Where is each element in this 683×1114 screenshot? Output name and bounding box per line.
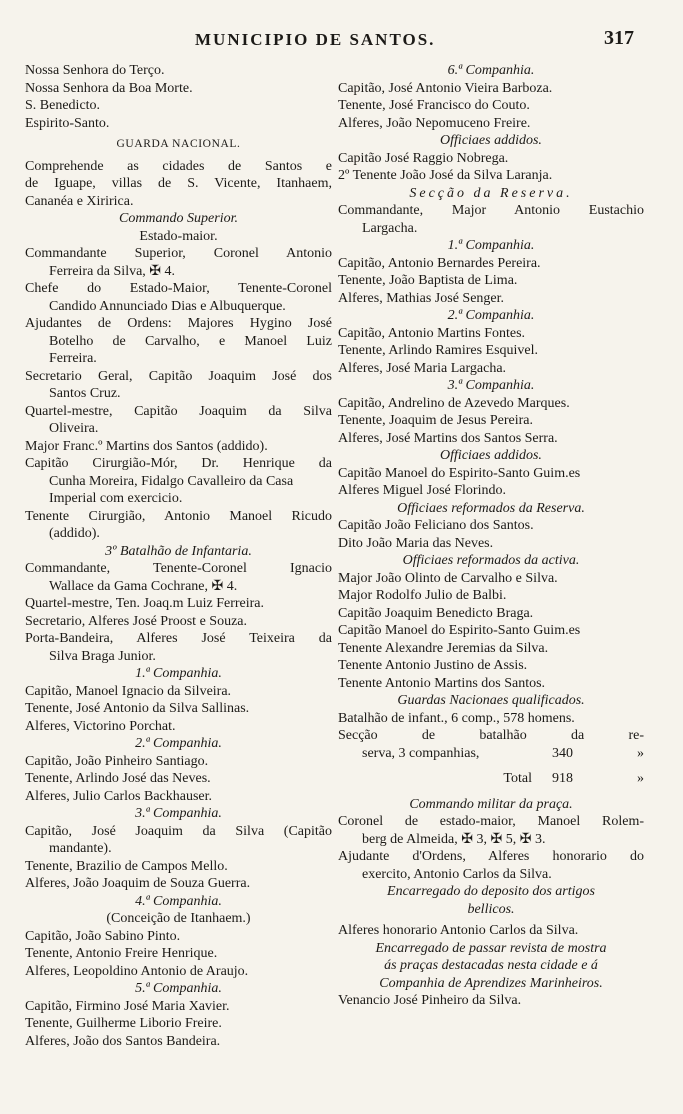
text-line: Quartel-mestre, Ten. Joaq.m Luiz Ferreira. — [25, 596, 265, 611]
text-line: Nossa Senhora do Terço. — [25, 63, 165, 78]
text-line: Capitão, Firmino José Maria Xavier. — [25, 998, 230, 1014]
text-line: Major Rodolfo Julio de Balbi. — [338, 588, 507, 603]
text-line: Alferes Miguel José Florindo. — [338, 483, 506, 498]
section-heading: 3.ª Companhia. — [135, 806, 222, 821]
left-column — [25, 62, 332, 1050]
text-line: Santos Cruz. — [49, 386, 121, 401]
reserve-tally-mark: » — [637, 745, 644, 761]
page-title: MUNICIPIO DE SANTOS. — [195, 30, 436, 49]
text-line: Tenente, Arlindo José das Neves. — [25, 771, 211, 786]
text-line: Alferes, José Martins dos Santos Serra. — [338, 430, 558, 446]
text-line: 2º Tenente João José da Silva Laranja. — [338, 168, 553, 183]
text-line: Alferes honorario Antonio Carlos da Silva. — [338, 923, 579, 938]
text-line: Secretario Geral, Capitão Joaquim José dos — [25, 368, 332, 384]
reserve-tally-line — [338, 745, 644, 763]
right-column-entries — [338, 62, 644, 745]
section-heading: Encarregado de passar revista de mostra — [375, 940, 607, 956]
text-line: Capitão, Andrelino de Azevedo Marques. — [338, 395, 570, 411]
section-heading: (Conceição de Itanhaem.) — [106, 911, 251, 926]
page-header — [0, 27, 683, 56]
text-line: Capitão Joaquim Benedicto Braga. — [338, 605, 534, 621]
section-heading: Encarregado do deposito dos artigos — [387, 884, 595, 899]
text-line: Capitão, João Sabino Pinto. — [25, 928, 181, 944]
text-line: Tenente, Joaquim de Jesus Pereira. — [338, 413, 533, 428]
text-line: Chefe do Estado-Maior, Tenente-Coronel — [25, 281, 332, 296]
section-heading: 2.ª Companhia. — [135, 736, 222, 751]
text-line: Capitão, José Joaquim da Silva (Capitão — [25, 823, 332, 839]
text-line: Candido Annunciado Dias e Albuquerque. — [49, 298, 286, 314]
reserve-tally-figures — [552, 745, 644, 763]
text-line: Comprehende as cidades de Santos e — [25, 158, 332, 174]
text-line: Secretario, Alferes José Proost e Souza. — [25, 613, 247, 629]
total-tally-value: 918 — [552, 771, 573, 786]
text-line: Capitão João Feliciano dos Santos. — [338, 518, 534, 533]
text-line: Capitão Cirurgião-Mór, Dr. Henrique da — [25, 456, 332, 471]
section-heading: 1.ª Companhia. — [447, 238, 535, 253]
text-line: Alferes, João dos Santos Bandeira. — [25, 1033, 221, 1049]
text-line: Venancio José Pinheiro da Silva. — [338, 993, 522, 1008]
section-heading: 6.ª Companhia. — [447, 63, 535, 78]
total-tally-figures — [552, 770, 644, 788]
section-heading: Officiaes reformados da Reserva. — [397, 500, 585, 516]
reserve-tally-label: serva, 3 companhias, — [362, 745, 480, 761]
text-line: Tenente Cirurgião, Antonio Manoel Ricudo — [25, 508, 332, 524]
page-number: 317 — [604, 27, 634, 49]
text-line: mandante). — [49, 841, 112, 856]
text-line: Ferreira da Silva, ✠ 4. — [49, 263, 176, 279]
text-line: Commandante Superior, Coronel Antonio — [25, 246, 332, 261]
section-heading: 2.ª Companhia. — [447, 308, 535, 323]
text-line: Capitão, Antonio Bernardes Pereira. — [338, 255, 541, 271]
text-line: Capitão, Antonio Martins Fontes. — [338, 325, 526, 341]
text-line: Silva Braga Junior. — [49, 648, 156, 664]
text-line: Tenente Antonio Martins dos Santos. — [338, 675, 546, 691]
text-line: Tenente Alexandre Jeremias da Silva. — [338, 640, 549, 656]
text-line: Imperial com exercicio. — [49, 491, 183, 506]
right-column-tail — [338, 796, 644, 1010]
text-line: Tenente, Antonio Freire Henrique. — [25, 946, 218, 961]
section-heading: ás praças destacadas nesta cidade e á — [384, 958, 598, 973]
section-heading: Estado-maior. — [139, 228, 218, 244]
reserve-tally-value: 340 — [552, 745, 573, 761]
text-line: S. Benedicto. — [25, 98, 101, 113]
total-tally-mark: » — [637, 771, 644, 786]
text-line: Commandante, Major Antonio Eustachio — [338, 203, 644, 218]
section-heading: Commando militar da praça. — [409, 796, 573, 812]
section-heading: Officiaes reformados da activa. — [402, 553, 580, 568]
text-line: Ajudante d'Ordens, Alferes honorario do — [338, 849, 644, 864]
text-line: Secção de batalhão da re- — [338, 728, 644, 743]
section-heading: 3.ª Companhia. — [447, 378, 535, 393]
section-heading: 1.ª Companhia. — [135, 666, 222, 681]
text-line: Capitão Manoel do Espirito-Santo Guim.es — [338, 623, 581, 638]
text-line: Coronel de estado-maior, Manoel Rolem- — [338, 814, 644, 829]
text-line: Tenente, Guilherme Liborio Freire. — [25, 1016, 222, 1031]
total-tally-line — [338, 770, 644, 788]
section-heading: GUARDA NACIONAL. — [116, 138, 241, 150]
text-line: (addido). — [49, 526, 100, 541]
text-line: Cunha Moreira, Fidalgo Cavalleiro da Casa — [49, 473, 294, 489]
right-column — [338, 62, 644, 1010]
text-line: Quartel-mestre, Capitão Joaquim da Silva — [25, 403, 332, 419]
section-heading: Officiaes addidos. — [440, 448, 542, 463]
text-line: Ajudantes de Ordens: Majores Hygino José — [25, 316, 332, 331]
section-heading: 4.ª Companhia. — [135, 893, 222, 909]
section-heading: Guardas Nacionaes qualificados. — [397, 693, 585, 708]
section-heading: 3º Batalhão de Infantaria. — [105, 543, 252, 559]
text-line: Botelho de Carvalho, e Manoel Luiz — [49, 333, 332, 349]
text-line: Tenente, João Baptista de Lima. — [338, 273, 518, 288]
text-line: exercito, Antonio Carlos da Silva. — [362, 866, 552, 882]
section-heading: bellicos. — [467, 901, 515, 917]
text-line: Commandante, Tenente-Coronel Ignacio — [25, 561, 332, 576]
text-line: Major Franc.º Martins dos Santos (addido). — [25, 438, 268, 454]
section-heading: Secção da Reserva. — [409, 185, 573, 201]
text-line: Capitão, João Pinheiro Santiago. — [25, 753, 209, 769]
text-line: Alferes, Victorino Porchat. — [25, 718, 176, 734]
text-line: Batalhão de infant., 6 comp., 578 homens. — [338, 710, 575, 726]
text-line: Oliveira. — [49, 421, 99, 436]
text-line: Wallace da Gama Cochrane, ✠ 4. — [49, 578, 238, 594]
text-line: Cananéa e Xiririca. — [25, 193, 134, 209]
text-line: Capitão, José Antonio Vieira Barboza. — [338, 80, 553, 96]
text-line: Nossa Senhora da Boa Morte. — [25, 80, 193, 96]
text-line: Alferes, João Joaquim de Souza Guerra. — [25, 876, 251, 891]
text-line: Capitão, Manoel Ignacio da Silveira. — [25, 683, 232, 699]
text-line: Espirito-Santo. — [25, 115, 110, 131]
text-line: Tenente Antonio Justino de Assis. — [338, 658, 528, 673]
text-line: Tenente, Arlindo Ramires Esquivel. — [338, 343, 539, 358]
text-line: Alferes, João Nepomuceno Freire. — [338, 115, 531, 131]
text-line: Ferreira. — [49, 351, 97, 366]
text-line: Porta-Bandeira, Alferes José Teixeira da — [25, 631, 332, 646]
text-line: Capitão Manoel do Espirito-Santo Guim.es — [338, 465, 581, 481]
text-line: Alferes, José Maria Largacha. — [338, 360, 507, 376]
text-line: berg de Almeida, ✠ 3, ✠ 5, ✠ 3. — [362, 831, 546, 847]
total-tally-label: Total — [503, 771, 532, 786]
section-heading: Officiaes addidos. — [440, 133, 542, 148]
text-line: Alferes, Julio Carlos Backhauser. — [25, 788, 213, 804]
text-line: de Iguape, villas de S. Vicente, Itanhaem, — [25, 176, 332, 191]
text-line: Capitão José Raggio Nobrega. — [338, 150, 509, 166]
text-line: Dito João Maria das Neves. — [338, 535, 494, 551]
text-line: Tenente, José Antonio da Silva Sallinas. — [25, 701, 250, 716]
text-line: Alferes, Leopoldino Antonio de Araujo. — [25, 963, 249, 979]
section-heading: Companhia de Aprendizes Marinheiros. — [379, 975, 603, 991]
text-line: Alferes, Mathias José Senger. — [338, 290, 505, 306]
text-line: Tenente, José Francisco do Couto. — [338, 98, 530, 113]
section-heading: 5.ª Companhia. — [135, 981, 222, 996]
text-line: Major João Olinto de Carvalho e Silva. — [338, 570, 558, 586]
section-heading: Commando Superior. — [118, 211, 238, 226]
text-line: Tenente, Brazilio de Campos Mello. — [25, 858, 228, 874]
text-line: Largacha. — [362, 220, 418, 236]
